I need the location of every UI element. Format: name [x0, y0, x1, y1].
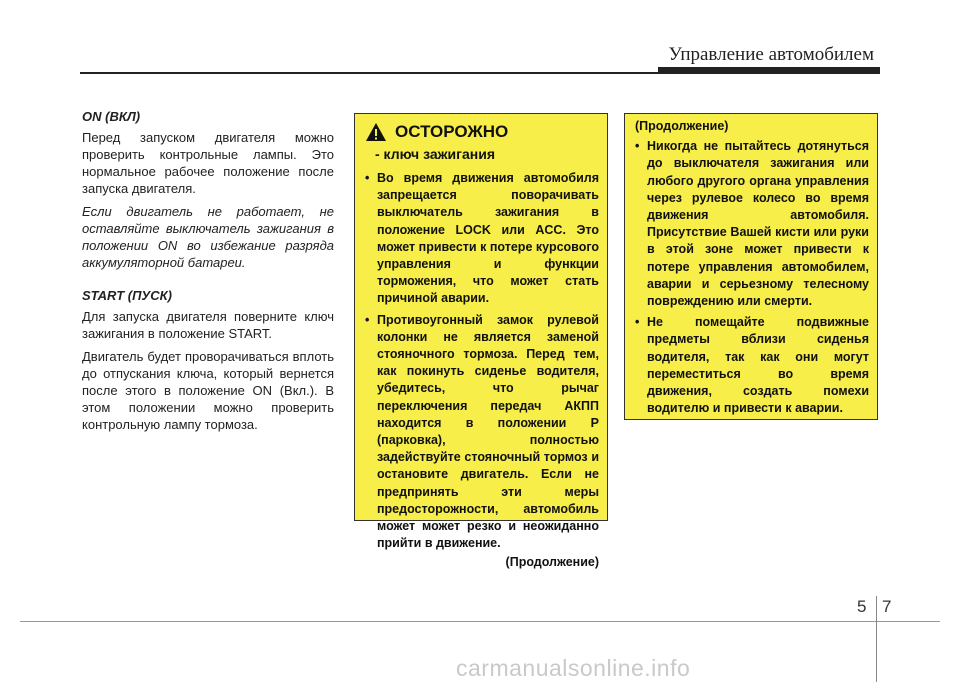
warning-item: • Никогда не пытайтесь дотянуться до выключателя зажигания или любого другого органа управления через рулевое колесо во время движения автомобиля. Присутствие Вашей кисти или руки в этой зоне может привести к потере управления автомобилем, аварии и серьезному телесному повреждению или смерти. [635, 138, 869, 310]
chapter-number: 5 [857, 597, 867, 616]
start-paragraph-2: Двигатель будет проворачиваться вплоть до отпускания ключа, который вернется после этого в положение ON (Вкл.). В этом положении можно проверить контрольную лампу тормоза. [82, 349, 334, 432]
warning-subtitle: - ключ зажигания [375, 146, 496, 162]
start-paragraph-1: Для запуска двигателя поверните ключ зажигания в положение START. [82, 309, 334, 341]
warning-list [365, 170, 599, 552]
warning-box-continued [624, 113, 878, 420]
page-number: 7 [882, 597, 892, 616]
footer-rule [20, 621, 940, 622]
warning-item: • Противоугонный замок рулевой колонки не является заменой стояночного тормоза. Перед тем, как покинуть сиденье водителя, убедитесь, что рычаг переключения передач АКПП находится в положении P (парковка), полностью задействуйте стояночный тормоз и остановите двигатель. Если не предпринять эти меры предосторожности, автомобиль может может резко и неожиданно прийти в движение. [365, 312, 599, 553]
page-number-separator [876, 596, 877, 682]
page-header-title: Управление автомобилем [668, 44, 874, 65]
start-heading: START (ПУСК) [82, 288, 172, 303]
warning-item: • Во время движения автомобиля запрещается поворачивать выключатель зажигания в положение LOCK или ACC. Это может привести к потере курсового управления и функции торможения, что может стать причиной аварии. [365, 170, 599, 308]
watermark: carmanualsonline.info [456, 655, 691, 681]
continued-label: (Продолжение) [505, 555, 599, 570]
warning-box-ignition [354, 113, 608, 570]
warning-title-row [365, 121, 599, 143]
continued-label: (Продолжение) [635, 119, 729, 133]
header-accent-bar [658, 67, 880, 74]
warning-triangle-icon [365, 122, 387, 142]
on-paragraph: Перед запуском двигателя можно проверить контрольные лампы. Это нормальное рабочее положение после запуска двигателя. [82, 130, 334, 196]
warning-item: • Не помещайте подвижные предметы вблизи сиденья водителя, так как они могут переместиться во время движения, создать помехи водителю и привести к аварии. [635, 314, 869, 417]
warning-list [635, 138, 869, 417]
on-heading: ON (ВКЛ) [82, 109, 141, 124]
warning-title: ОСТОРОЖНО [395, 122, 509, 141]
on-note: Если двигатель не работает, не оставляйте выключатель зажигания в положении ON во избежание разряда аккумуляторной батареи. [82, 204, 334, 270]
left-text-column [82, 108, 334, 439]
